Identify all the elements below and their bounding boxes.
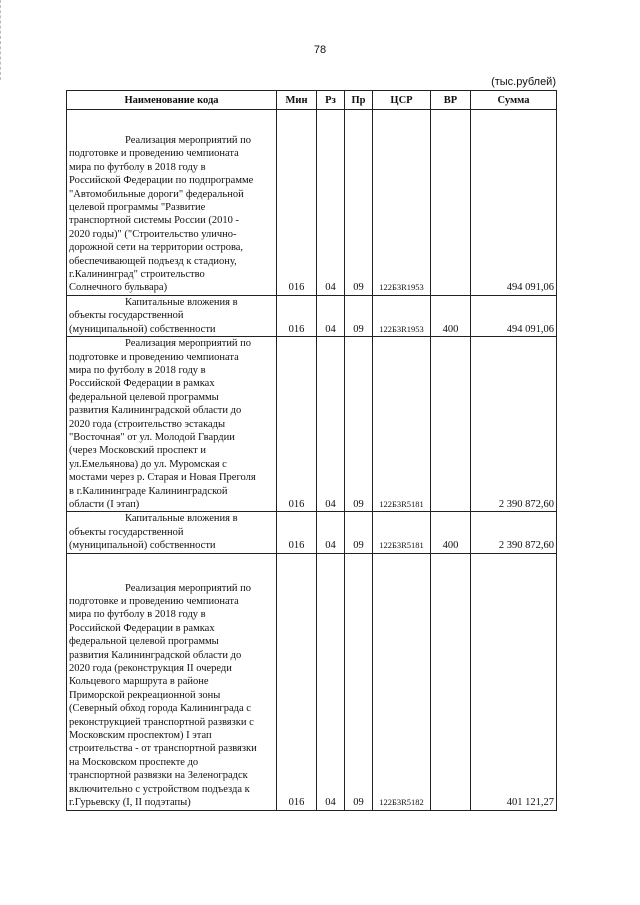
- row-csr: 122Б3R5181: [373, 512, 431, 553]
- header-vr: ВР: [431, 91, 471, 110]
- row-name-line: 2020 года (строительство эстакады: [69, 418, 226, 430]
- row-name-line: [69, 134, 274, 147]
- row-name-line: Российской Федерации по подпрограмме: [69, 175, 254, 187]
- row-min: 016: [277, 553, 317, 810]
- table-header-row: [67, 91, 557, 110]
- row-name-line: 2020 годы)" ("Строительство улично-: [69, 228, 237, 240]
- row-sum: 494 091,06: [471, 110, 557, 296]
- row-name-line: (муниципальной) собственности: [69, 540, 216, 552]
- row-vr: 400: [431, 512, 471, 553]
- row-name-line: г.Калининград" строительство: [69, 269, 205, 281]
- row-name-first-line-text: Капитальные вложения в: [125, 513, 238, 525]
- row-pr: 09: [345, 512, 373, 553]
- header-pr: Пр: [345, 91, 373, 110]
- row-pr: 09: [345, 110, 373, 296]
- row-name-line: подготовке и проведению чемпионата: [69, 351, 239, 363]
- row-name-line: "Автомобильные дороги" федеральной: [69, 188, 244, 200]
- row-sum: 401 121,27: [471, 553, 557, 810]
- row-name-line: [69, 296, 274, 309]
- row-name-line: реконструкцией транспортной развязки с: [69, 716, 254, 728]
- row-min: 016: [277, 110, 317, 296]
- row-name-line: Московским проспектом) I этап: [69, 730, 212, 742]
- table-row: [67, 553, 557, 810]
- row-name: [67, 110, 277, 296]
- row-rz: 04: [317, 110, 345, 296]
- row-name-line: транспортной системы России (2010 -: [69, 215, 239, 227]
- row-sum: 2 390 872,60: [471, 512, 557, 553]
- row-vr: [431, 553, 471, 810]
- row-name-line: Российской Федерации в рамках: [69, 622, 215, 634]
- row-min: 016: [277, 295, 317, 336]
- row-pr: 09: [345, 337, 373, 512]
- row-pr: 09: [345, 553, 373, 810]
- row-csr: 122Б3R5181: [373, 337, 431, 512]
- header-name: Наименование кода: [67, 91, 277, 110]
- row-name-line: на Московском проспекте до: [69, 756, 199, 768]
- row-sum: 2 390 872,60: [471, 337, 557, 512]
- header-sum: Сумма: [471, 91, 557, 110]
- row-name-line: "Восточная" от ул. Молодой Гвардии: [69, 431, 235, 443]
- row-csr: 122Б3R1953: [373, 295, 431, 336]
- row-name-line: г.Гурьевску (I, II подэтапы): [69, 797, 191, 809]
- row-name-line: федеральной целевой программы: [69, 636, 219, 648]
- row-rz: 04: [317, 337, 345, 512]
- row-name-line: (Северный обход города Калининграда с: [69, 703, 251, 715]
- row-name: [67, 512, 277, 553]
- row-name-line: (муниципальной) собственности: [69, 323, 216, 335]
- row-name-line: включительно с устройством подъезда к: [69, 783, 250, 795]
- row-name: [67, 553, 277, 810]
- row-name-line: мира по футболу в 2018 году в: [69, 161, 206, 173]
- row-csr: 122Б3R1953: [373, 110, 431, 296]
- row-min: 016: [277, 337, 317, 512]
- row-name-first-line-text: Реализация мероприятий по: [125, 135, 252, 146]
- row-name: [67, 337, 277, 512]
- row-name-line: подготовке и проведению чемпионата: [69, 148, 239, 160]
- row-name-line: [69, 582, 274, 595]
- table-body: [67, 110, 557, 811]
- row-name-first-line-text: Капитальные вложения в: [125, 296, 238, 308]
- row-name-line: целевой программы "Развитие: [69, 202, 206, 214]
- row-name-line: области (I этап): [69, 498, 140, 510]
- row-name-line: объекты государственной: [69, 310, 184, 322]
- row-rz: 04: [317, 512, 345, 553]
- row-name-line: дорожной сети на территории острова,: [69, 242, 244, 254]
- row-csr: 122Б3R5182: [373, 553, 431, 810]
- header-min: Мин: [277, 91, 317, 110]
- row-name-line: объекты государственной: [69, 526, 184, 538]
- row-min: 016: [277, 512, 317, 553]
- row-name-first-line-text: Реализация мероприятий по: [125, 338, 252, 350]
- row-vr: [431, 337, 471, 512]
- row-name-line: подготовке и проведению чемпионата: [69, 596, 239, 607]
- row-name-line: мира по футболу в 2018 году в: [69, 609, 206, 621]
- row-name-line: федеральной целевой программы: [69, 391, 219, 403]
- row-name-first-line-text: Реализация мероприятий по: [125, 582, 252, 594]
- page-number: 78: [313, 44, 327, 56]
- header-csr: ЦСР: [373, 91, 431, 110]
- row-name-line: транспортной развязки на Зеленоградск: [69, 770, 248, 782]
- row-name-line: обеспечивающей подъезд к стадиону,: [69, 255, 237, 267]
- table-row: [67, 295, 557, 336]
- row-name-line: Кольцевого маршрута в районе: [69, 676, 209, 688]
- row-name-line: Приморской рекреационной зоны: [69, 689, 221, 701]
- row-name-line: 2020 года (реконструкция II очереди: [69, 663, 232, 675]
- units-label: (тыс.рублей): [491, 76, 556, 88]
- table-row: [67, 337, 557, 512]
- budget-table: [66, 90, 557, 811]
- row-name-line: Российской Федерации в рамках: [69, 378, 215, 390]
- table-row: [67, 110, 557, 296]
- row-vr: 400: [431, 295, 471, 336]
- row-name-line: развития Калининградской области до: [69, 649, 242, 661]
- row-name-line: [69, 337, 274, 350]
- row-name-line: мостами через р. Старая и Новая Преголя: [69, 472, 256, 484]
- row-name-line: ул.Емельянова) до ул. Муромская с: [69, 458, 227, 470]
- header-rz: Рз: [317, 91, 345, 110]
- row-name-line: строительства - от транспортной развязки: [69, 743, 257, 755]
- row-name-line: в г.Калининграде Калининградской: [69, 485, 228, 497]
- table-row: [67, 512, 557, 553]
- row-name-line: Солнечного бульвара): [69, 282, 168, 294]
- row-name: [67, 295, 277, 336]
- row-vr: [431, 110, 471, 296]
- row-name-line: (через Московский проспект и: [69, 445, 206, 457]
- row-pr: 09: [345, 295, 373, 336]
- margin-mark: [0, 0, 1, 80]
- row-rz: 04: [317, 553, 345, 810]
- row-rz: 04: [317, 295, 345, 336]
- row-sum: 494 091,06: [471, 295, 557, 336]
- row-name-line: [69, 512, 274, 525]
- row-name-line: развития Калининградской области до: [69, 405, 242, 417]
- row-name-line: мира по футболу в 2018 году в: [69, 364, 206, 376]
